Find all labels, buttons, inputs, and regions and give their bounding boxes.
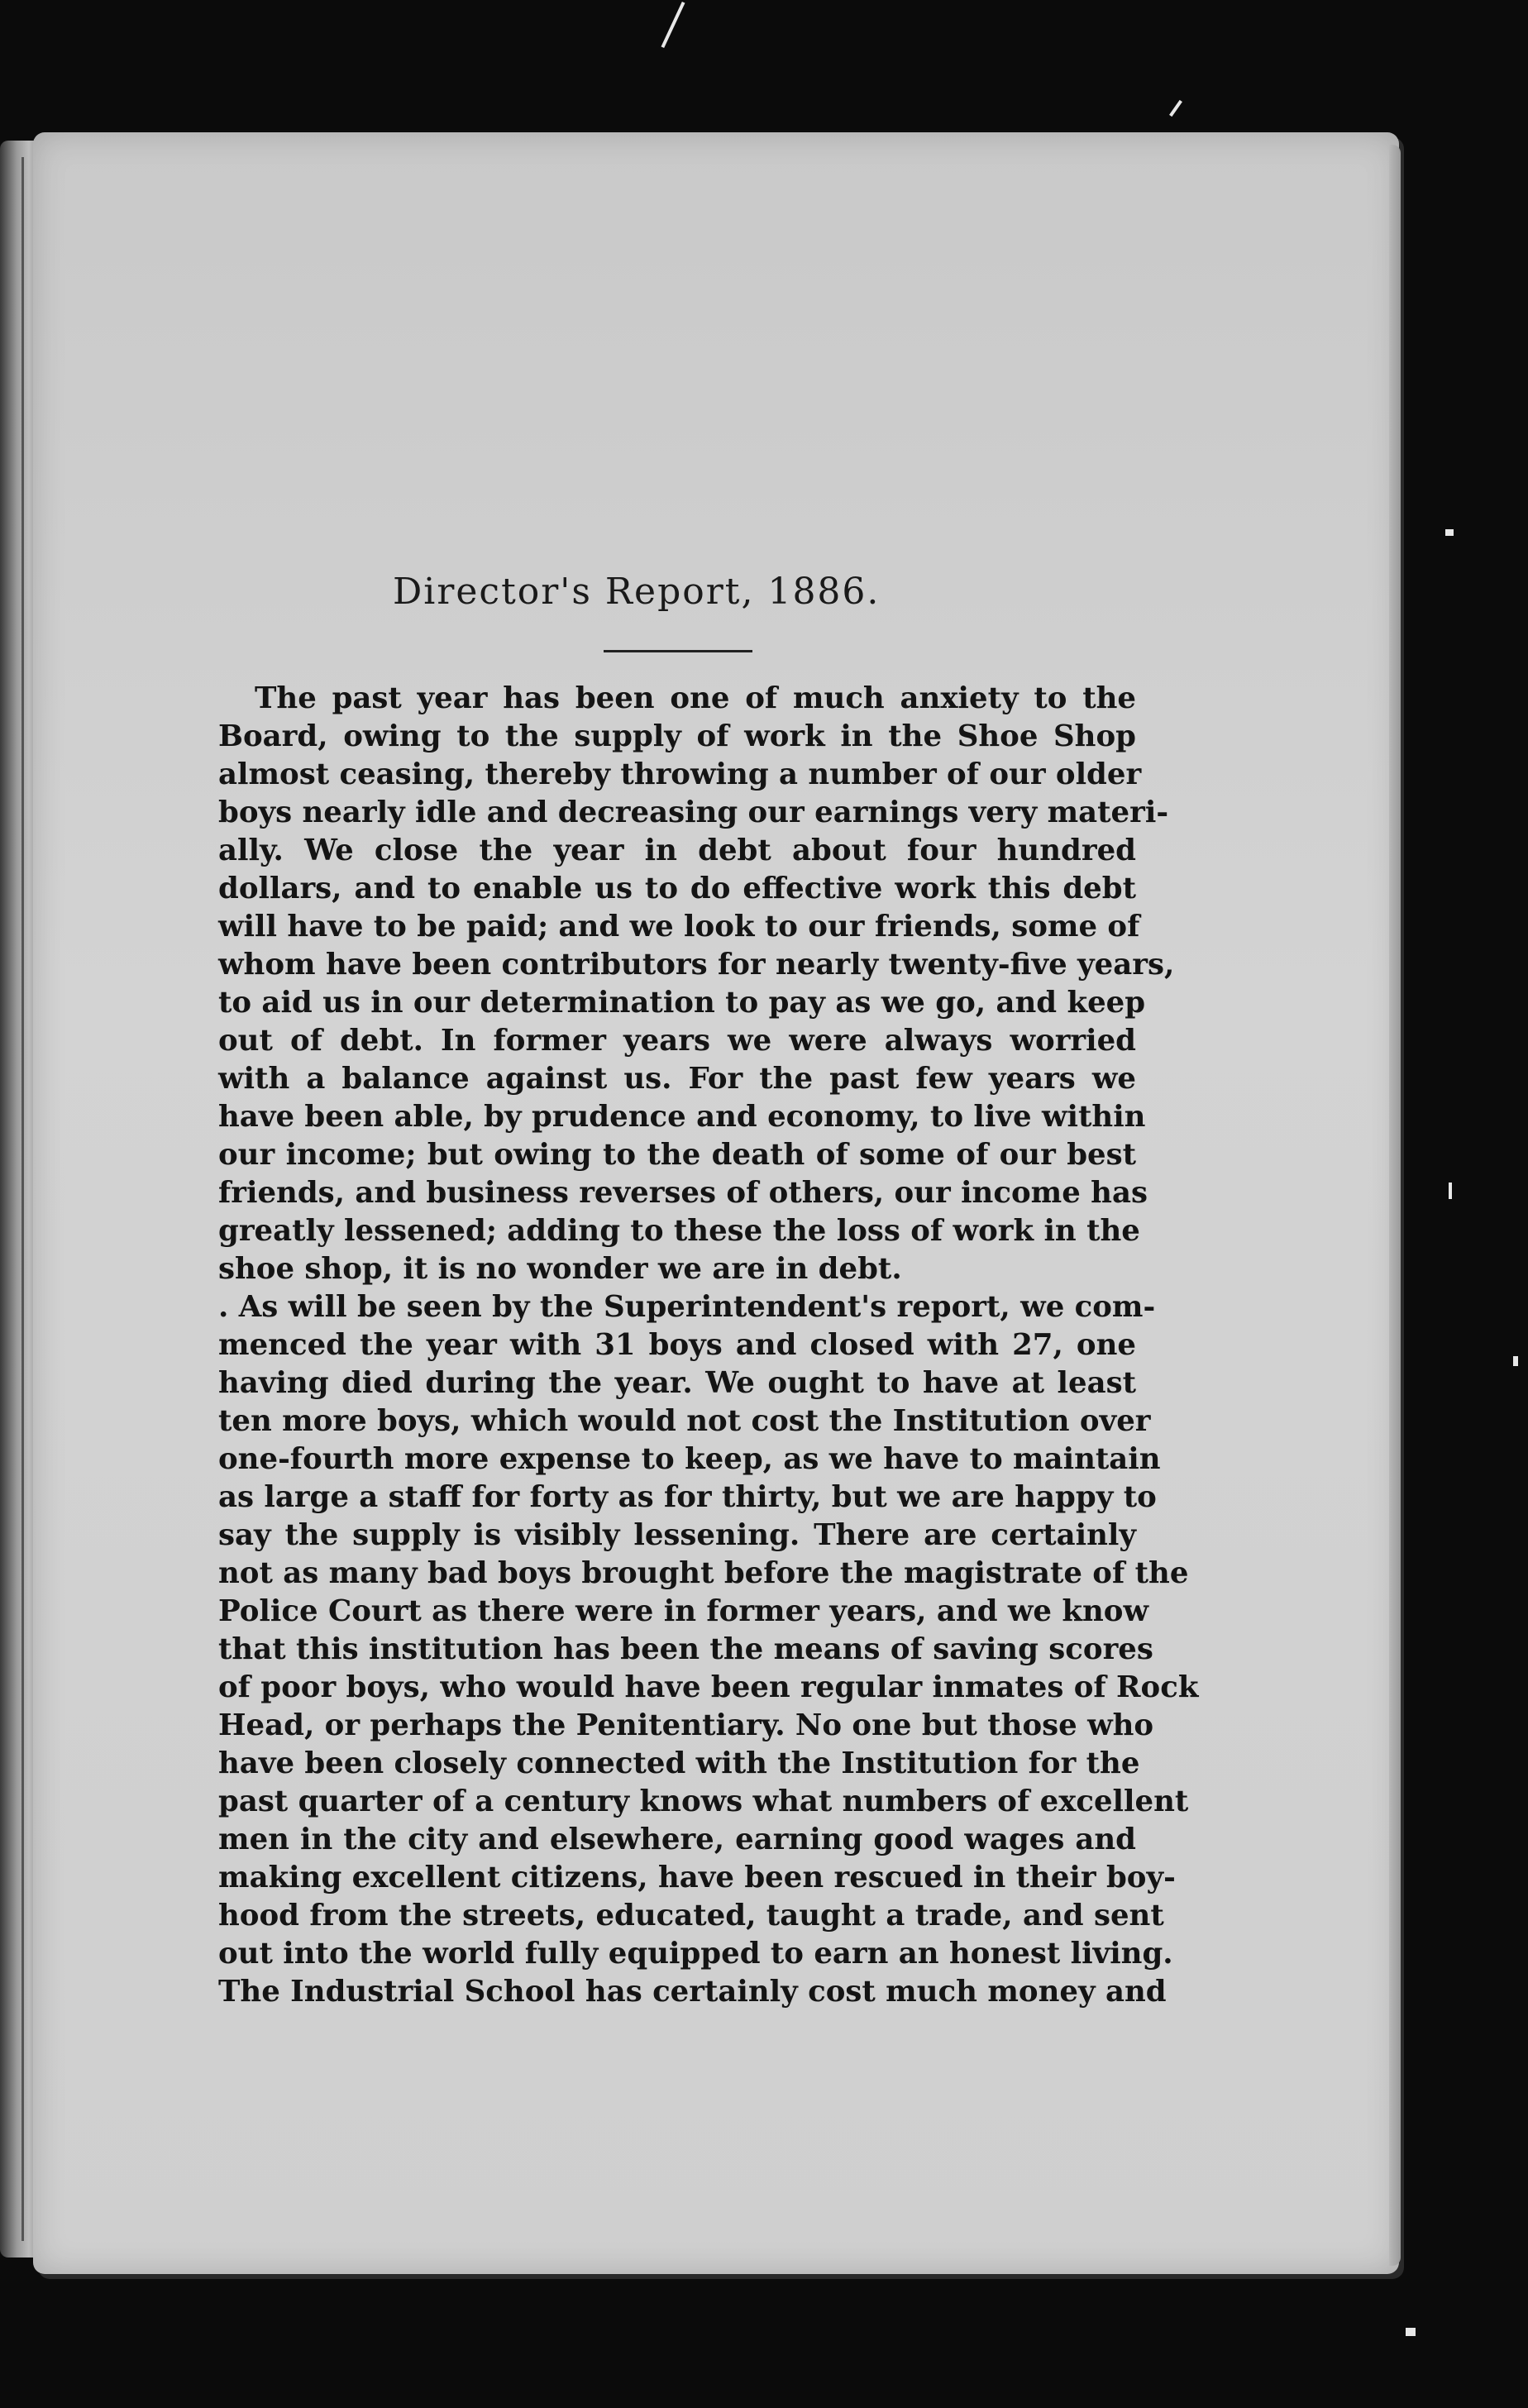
text-line: Police Court as there were in former years, and we know bbox=[218, 1594, 1149, 1628]
text-line: have been closely connected with the Institution for the bbox=[218, 1746, 1140, 1780]
text-line: Board, owing to the supply of work in the Shoe Shop bbox=[218, 719, 1136, 753]
text-line: that this institution has been the means of saving scores bbox=[218, 1632, 1153, 1666]
text-line: dollars, and to enable us to do effective work this debt bbox=[218, 872, 1136, 905]
text-line: say the supply is visibly lessening. There are certainly bbox=[218, 1518, 1136, 1552]
text-line: greatly lessened; adding to these the loss of work in the bbox=[218, 1214, 1140, 1248]
text-line: out of debt. In former years we were always worried bbox=[218, 1024, 1136, 1058]
text-line: Head, or perhaps the Penitentiary. No one but those who bbox=[218, 1708, 1154, 1742]
scan-speck bbox=[661, 2, 685, 48]
text-line: not as many bad boys brought before the magistrate of the bbox=[218, 1556, 1189, 1590]
text-line: as large a staff for forty as for thirty, but we are happy to bbox=[218, 1480, 1157, 1514]
text-line: hood from the streets, educated, taught a trade, and sent bbox=[218, 1899, 1164, 1933]
text-line: shoe shop, it is no wonder we are in debt. bbox=[218, 1252, 902, 1286]
text-line: almost ceasing, thereby throwing a number of our older bbox=[218, 757, 1142, 791]
text-line: of poor boys, who would have been regular inmates of Rock bbox=[218, 1670, 1199, 1704]
scan-speck bbox=[1406, 2328, 1416, 2336]
text-line: out into the world fully equipped to earn an honest living. bbox=[218, 1937, 1173, 1971]
text-line: having died during the year. We ought to have at least bbox=[218, 1366, 1136, 1400]
text-line: boys nearly idle and decreasing our earnings very materi- bbox=[218, 796, 1169, 829]
text-line: will have to be paid; and we look to our friends, some of bbox=[218, 910, 1140, 944]
text-line: ally. We close the year in debt about four hundred bbox=[218, 834, 1136, 867]
scan-speck bbox=[1449, 1182, 1452, 1199]
title-rule bbox=[604, 650, 752, 652]
text-line: whom have been contributors for nearly twenty-five years, bbox=[218, 948, 1175, 982]
report-body bbox=[218, 680, 1199, 2011]
text-line: past quarter of a century knows what numbers of excellent bbox=[218, 1784, 1189, 1818]
text-line: our income; but owing to the death of some of our best bbox=[218, 1138, 1136, 1172]
scan-speck bbox=[1169, 100, 1182, 117]
report-title: Director's Report, 1886. bbox=[393, 571, 881, 613]
scan-speck bbox=[1513, 1356, 1518, 1366]
text-line: menced the year with 31 boys and closed with 27, one bbox=[218, 1328, 1136, 1362]
scan-speck bbox=[1445, 529, 1454, 536]
text-line: have been able, by prudence and economy, to live within bbox=[218, 1100, 1146, 1134]
text-line: to aid us in our determination to pay as we go, and keep bbox=[218, 986, 1146, 1020]
text-line: . As will be seen by the Superintendent's report, we com- bbox=[218, 1290, 1156, 1324]
text-line: men in the city and elsewhere, earning good wages and bbox=[218, 1823, 1136, 1856]
text-line: friends, and business reverses of others, our income has bbox=[218, 1176, 1148, 1210]
text-line: with a balance against us. For the past few years we bbox=[218, 1062, 1136, 1096]
text-line: The Industrial School has certainly cost much money and bbox=[218, 1975, 1167, 2009]
text-line: one-fourth more expense to keep, as we have to maintain bbox=[218, 1442, 1161, 1476]
text-line: ten more boys, which would not cost the Institution over bbox=[218, 1404, 1151, 1438]
text-line: making excellent citizens, have been rescued in their boy- bbox=[218, 1861, 1176, 1894]
text-line: The past year has been one of much anxiety to the bbox=[255, 681, 1136, 715]
page-edge bbox=[1389, 145, 1401, 2266]
binding-fold bbox=[21, 157, 24, 2241]
